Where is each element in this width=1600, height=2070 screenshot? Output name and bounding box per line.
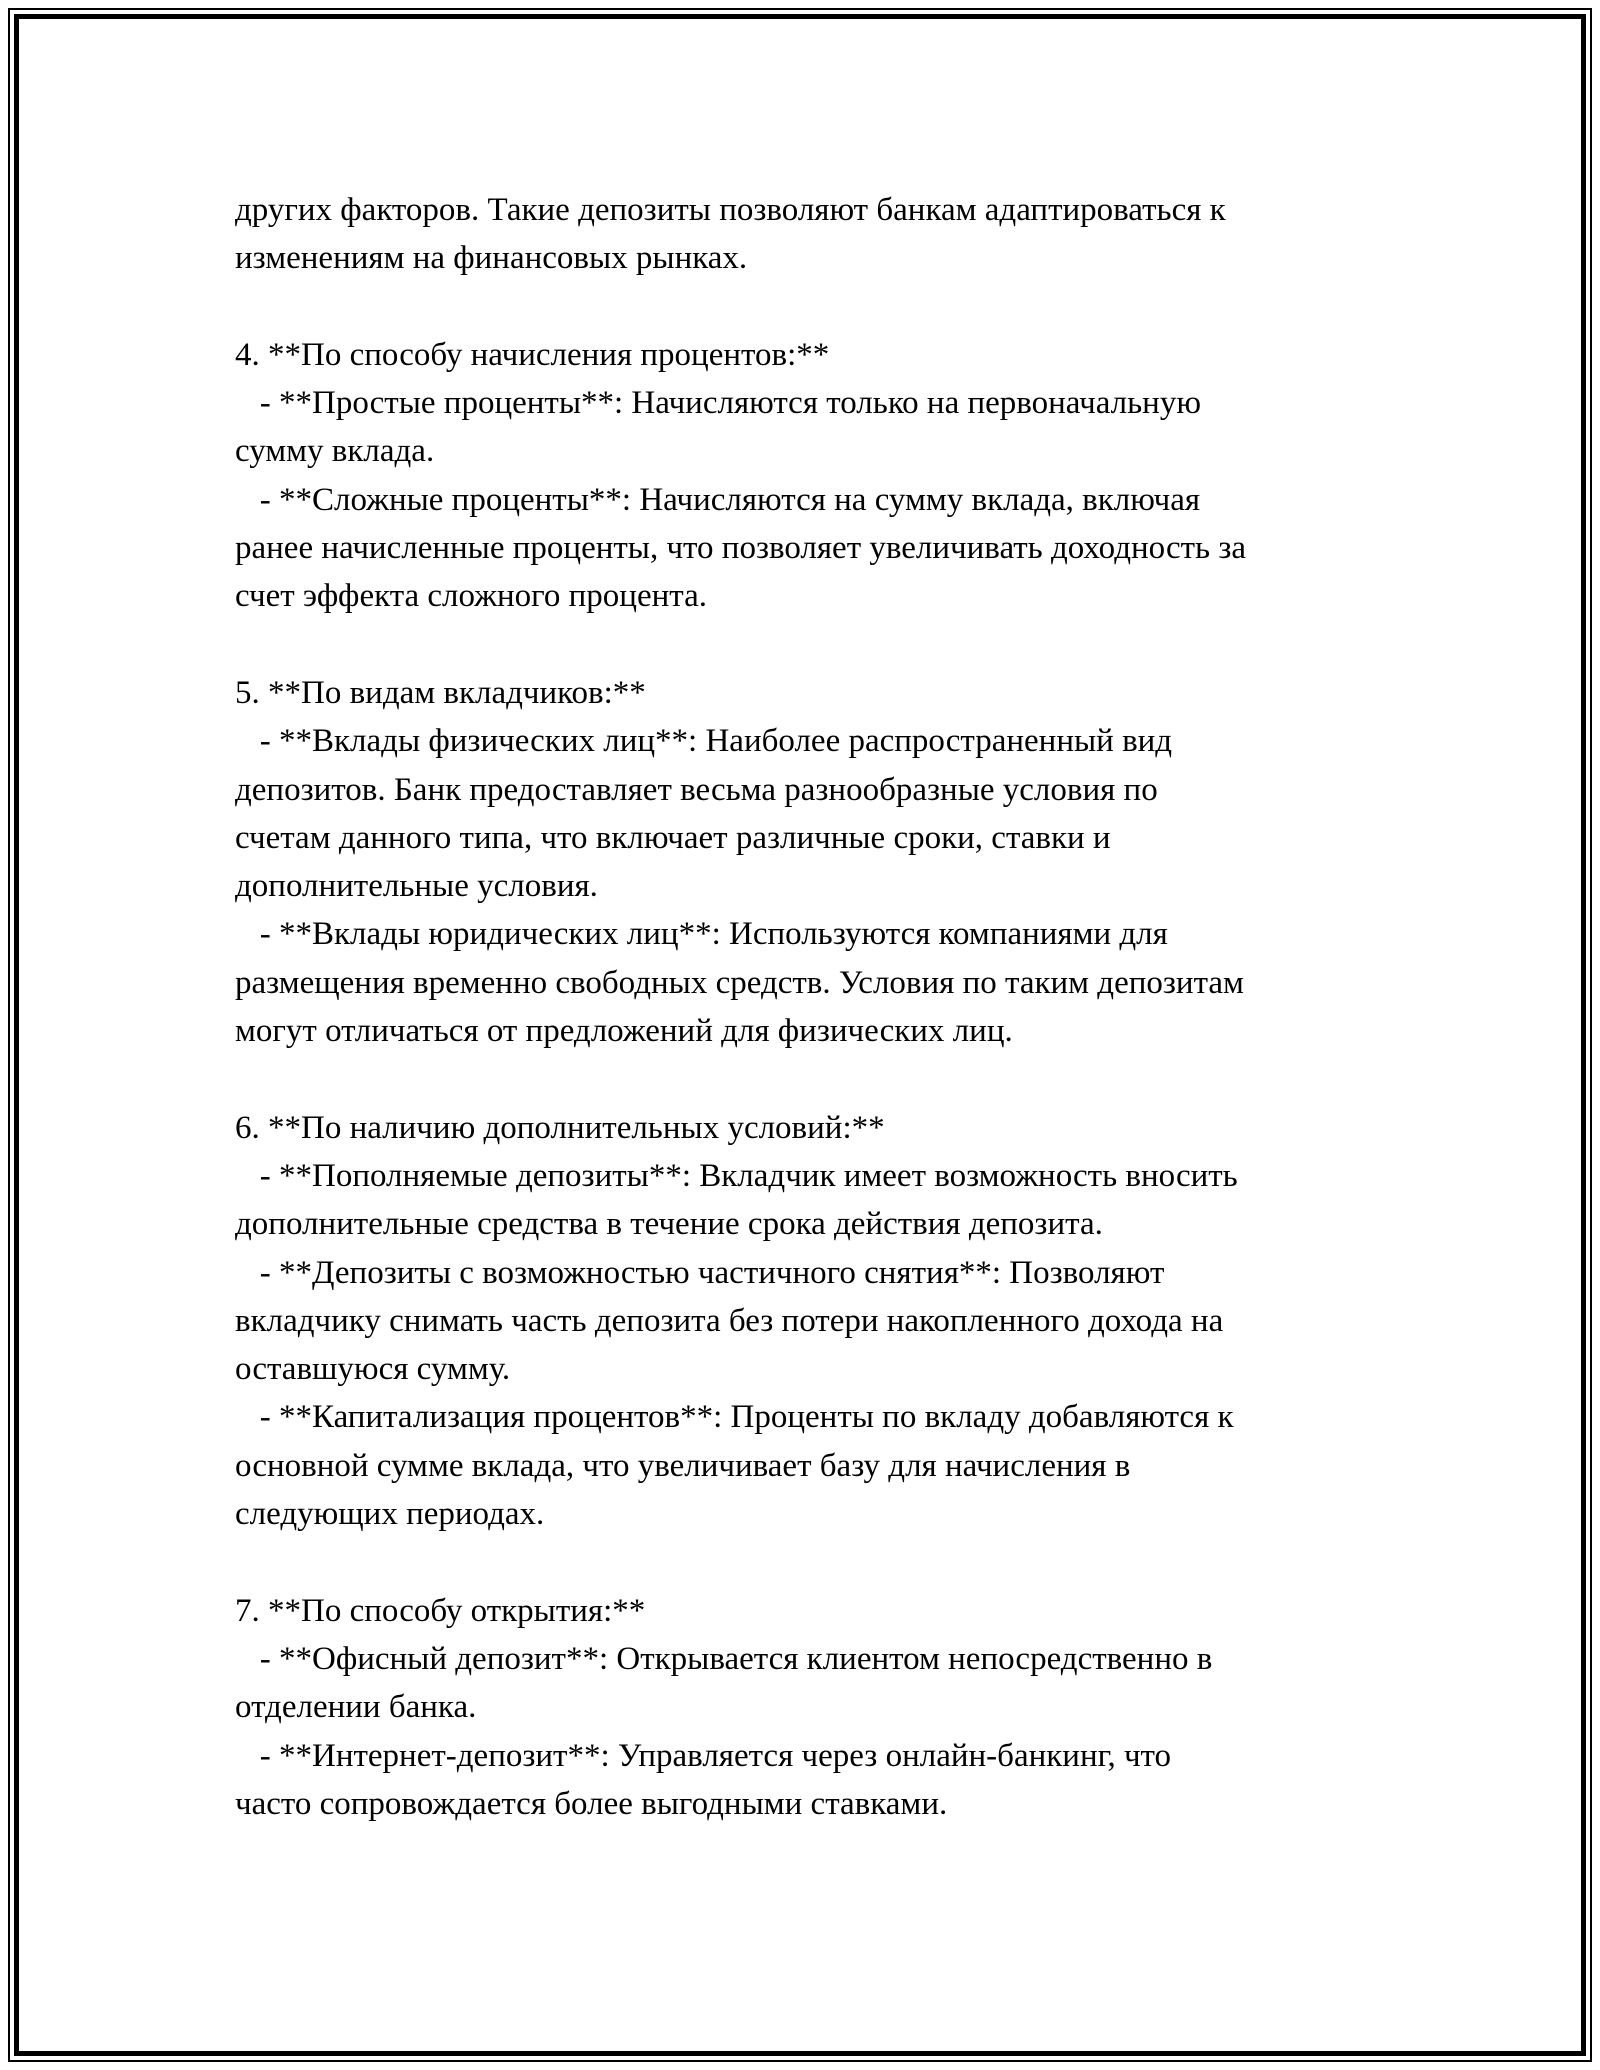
text-line: счет эффекта сложного процента.	[235, 578, 707, 615]
text-line: могут отличаться от предложений для физических лиц.	[235, 1013, 1013, 1050]
text-line: дополнительные условия.	[235, 868, 598, 905]
text-line: - **Сложные проценты**: Начисляются на сумму вклада, включая	[235, 481, 1201, 518]
text-line: часто сопровождается более выгодными ставками.	[235, 1785, 948, 1822]
section-heading: 4. **По способу начисления процентов:**	[235, 336, 830, 373]
text-line: сумму вклада.	[235, 433, 435, 470]
paragraph-intro	[235, 186, 1410, 283]
text-line: отделении банка.	[235, 1689, 477, 1726]
text-line: вкладчику снимать часть депозита без потери накопленного дохода на	[235, 1302, 1224, 1339]
paragraph-section-5	[235, 669, 1410, 1055]
text-line: дополнительные средства в течение срока действия депозита.	[235, 1206, 1103, 1243]
document-body	[235, 186, 1410, 1828]
paragraph-section-6	[235, 1104, 1410, 1539]
text-line: оставшуюся сумму.	[235, 1351, 511, 1388]
paragraph-section-4	[235, 331, 1410, 621]
text-line: депозитов. Банк предоставляет весьма разнообразные условия по	[235, 771, 1158, 808]
text-line: - **Простые проценты**: Начисляются только на первоначальную	[235, 385, 1201, 422]
text-line: изменениям на финансовых рынках.	[235, 240, 748, 277]
section-heading: 6. **По наличию дополнительных условий:**	[235, 1109, 885, 1146]
text-line: - **Капитализация процентов**: Проценты по вкладу добавляются к	[235, 1399, 1234, 1436]
text-line: ранее начисленные проценты, что позволяет увеличивать доходность за	[235, 530, 1247, 567]
text-line: других факторов. Такие депозиты позволяют банкам адаптироваться к	[235, 192, 1226, 228]
text-line: счетам данного типа, что включает различные сроки, ставки и	[235, 819, 1111, 856]
text-line: - **Интернет-депозит**: Управляется через онлайн-банкинг, что	[235, 1737, 1172, 1774]
section-heading: 7. **По способу открытия:**	[235, 1592, 646, 1629]
text-line: - **Пополняемые депозиты**: Вкладчик имеет возможность вносить	[235, 1157, 1238, 1194]
text-line: - **Вклады юридических лиц**: Используются компаниями для	[235, 916, 1168, 953]
text-line: следующих периодах.	[235, 1496, 545, 1533]
text-line: - **Офисный депозит**: Открывается клиентом непосредственно в	[235, 1640, 1213, 1677]
paragraph-spacer	[235, 1055, 1410, 1103]
text-line: - **Вклады физических лиц**: Наиболее распространенный вид	[235, 723, 1173, 760]
text-line: основной сумме вклада, что увеличивает базу для начисления в	[235, 1447, 1131, 1484]
text-line: - **Депозиты с возможностью частичного снятия**: Позволяют	[235, 1254, 1165, 1291]
text-line: размещения временно свободных средств. Условия по таким депозитам	[235, 964, 1244, 1001]
paragraph-spacer	[235, 283, 1410, 331]
paragraph-section-7	[235, 1587, 1410, 1828]
paragraph-spacer	[235, 621, 1410, 669]
paragraph-spacer	[235, 1538, 1410, 1586]
section-heading: 5. **По видам вкладчиков:**	[235, 674, 646, 711]
